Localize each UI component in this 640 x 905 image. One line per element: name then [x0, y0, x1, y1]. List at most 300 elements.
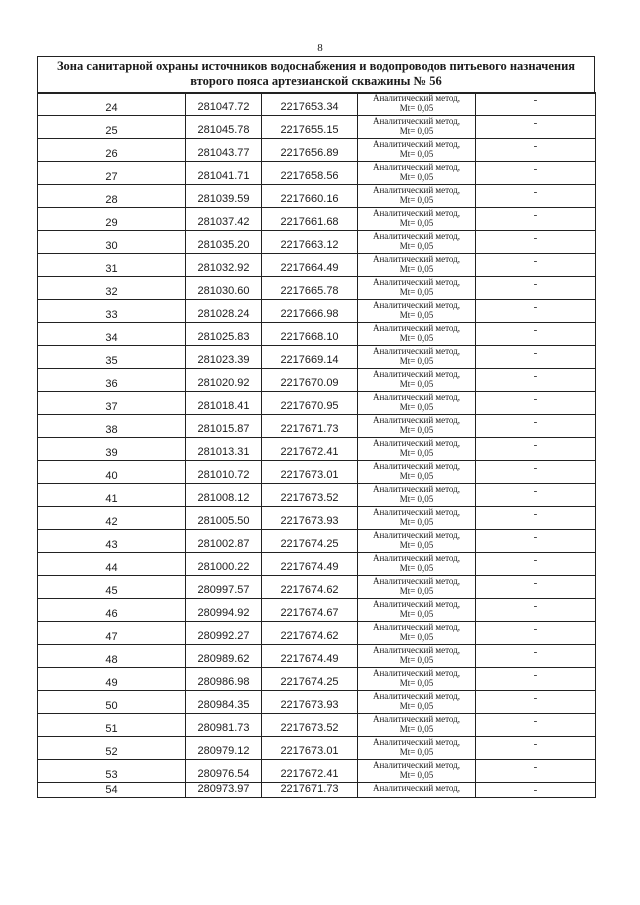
- x-coordinate: 281043.77: [197, 147, 250, 159]
- method-name: Аналитический метод,: [372, 576, 461, 586]
- method-cell: [358, 507, 476, 530]
- accuracy-cell: [476, 461, 596, 484]
- method-accuracy: Mt= 0,05: [399, 379, 434, 389]
- x-coordinate-cell: [186, 438, 262, 461]
- x-coordinate: 281032.92: [197, 262, 250, 274]
- table-row: [38, 208, 596, 231]
- x-coordinate: 281020.92: [197, 377, 250, 389]
- coordinates-table-body: [38, 93, 596, 798]
- y-coordinate: 2217673.93: [280, 699, 339, 711]
- point-number: 36: [105, 378, 118, 390]
- y-coordinate-cell: [262, 714, 358, 737]
- x-coordinate-cell: [186, 162, 262, 185]
- method-cell: [358, 668, 476, 691]
- method-accuracy: Mt= 0,05: [399, 241, 434, 251]
- method-name: Аналитический метод,: [372, 461, 461, 471]
- point-number: 49: [105, 677, 118, 689]
- x-coordinate-cell: [186, 576, 262, 599]
- method-name: Аналитический метод,: [372, 507, 461, 517]
- point-number-cell: [38, 185, 186, 208]
- x-coordinate: 280981.73: [197, 722, 250, 734]
- method-cell: [358, 93, 476, 116]
- y-coordinate: 2217670.95: [280, 400, 339, 412]
- point-number-cell: [38, 576, 186, 599]
- method-cell: [358, 185, 476, 208]
- x-coordinate: 280997.57: [197, 584, 250, 596]
- method-accuracy: Mt= 0,05: [399, 126, 434, 136]
- method-name: Аналитический метод,: [372, 277, 461, 287]
- accuracy-cell: [476, 530, 596, 553]
- y-coordinate: 2217674.25: [280, 676, 339, 688]
- point-number: 52: [105, 746, 118, 758]
- method-cell: [358, 622, 476, 645]
- method-cell: [358, 162, 476, 185]
- accuracy-cell: [476, 507, 596, 530]
- y-coordinate-cell: [262, 783, 358, 798]
- y-coordinate-cell: [262, 438, 358, 461]
- accuracy-value: -: [533, 761, 538, 773]
- x-coordinate: 281025.83: [197, 331, 250, 343]
- point-number-cell: [38, 139, 186, 162]
- method-accuracy: Mt= 0,05: [399, 632, 434, 642]
- y-coordinate: 2217672.41: [280, 768, 339, 780]
- method-cell: [358, 392, 476, 415]
- method-accuracy: Mt= 0,05: [399, 747, 434, 757]
- accuracy-cell: [476, 783, 596, 798]
- method-name: Аналитический метод,: [372, 208, 461, 218]
- method-accuracy: Mt= 0,05: [399, 149, 434, 159]
- method-cell: [358, 783, 476, 798]
- method-name: Аналитический метод,: [372, 760, 461, 770]
- table-row: [38, 300, 596, 323]
- accuracy-cell: [476, 691, 596, 714]
- x-coordinate: 280986.98: [197, 676, 250, 688]
- x-coordinate: 281008.12: [197, 492, 250, 504]
- point-number-cell: [38, 783, 186, 798]
- point-number-cell: [38, 553, 186, 576]
- point-number-cell: [38, 392, 186, 415]
- point-number: 37: [105, 401, 118, 413]
- y-coordinate: 2217673.52: [280, 492, 339, 504]
- x-coordinate-cell: [186, 415, 262, 438]
- method-accuracy: Mt= 0,05: [399, 218, 434, 228]
- accuracy-cell: [476, 185, 596, 208]
- x-coordinate-cell: [186, 323, 262, 346]
- method-name: Аналитический метод,: [372, 691, 461, 701]
- table-row: [38, 530, 596, 553]
- accuracy-value: -: [533, 784, 538, 796]
- y-coordinate: 2217666.98: [280, 308, 339, 320]
- y-coordinate-cell: [262, 691, 358, 714]
- point-number: 33: [105, 309, 118, 321]
- title-line-1: Зона санитарной охраны источников водоснабжения и водопроводов питьевого назначения: [56, 59, 576, 73]
- x-coordinate: 281035.20: [197, 239, 250, 251]
- point-number-cell: [38, 622, 186, 645]
- point-number-cell: [38, 93, 186, 116]
- x-coordinate-cell: [186, 783, 262, 798]
- method-cell: [358, 415, 476, 438]
- table-row: [38, 392, 596, 415]
- y-coordinate-cell: [262, 277, 358, 300]
- method-name: Аналитический метод,: [372, 231, 461, 241]
- method-cell: [358, 576, 476, 599]
- x-coordinate: 280984.35: [197, 699, 250, 711]
- point-number: 42: [105, 516, 118, 528]
- table-row: [38, 507, 596, 530]
- y-coordinate: 2217656.89: [280, 147, 339, 159]
- accuracy-cell: [476, 208, 596, 231]
- point-number-cell: [38, 254, 186, 277]
- method-accuracy: Mt= 0,05: [399, 103, 434, 113]
- method-accuracy: Mt= 0,05: [399, 701, 434, 711]
- x-coordinate-cell: [186, 208, 262, 231]
- accuracy-cell: [476, 415, 596, 438]
- accuracy-value: -: [533, 232, 538, 244]
- method-name: Аналитический метод,: [372, 599, 461, 609]
- x-coordinate: 281005.50: [197, 515, 250, 527]
- table-row: [38, 484, 596, 507]
- accuracy-value: -: [533, 623, 538, 635]
- y-coordinate-cell: [262, 760, 358, 783]
- accuracy-cell: [476, 346, 596, 369]
- y-coordinate: 2217664.49: [280, 262, 339, 274]
- accuracy-value: -: [533, 209, 538, 221]
- accuracy-cell: [476, 484, 596, 507]
- accuracy-cell: [476, 254, 596, 277]
- table-row: [38, 369, 596, 392]
- y-coordinate: 2217673.93: [280, 515, 339, 527]
- accuracy-cell: [476, 392, 596, 415]
- x-coordinate-cell: [186, 231, 262, 254]
- point-number: 25: [105, 125, 118, 137]
- table-row: [38, 346, 596, 369]
- method-name: Аналитический метод,: [372, 415, 461, 425]
- x-coordinate-cell: [186, 484, 262, 507]
- point-number: 35: [105, 355, 118, 367]
- table-row: [38, 93, 596, 116]
- accuracy-cell: [476, 438, 596, 461]
- table-row: [38, 277, 596, 300]
- method-accuracy: Mt= 0,05: [399, 425, 434, 435]
- point-number: 54: [105, 784, 118, 796]
- table-row: [38, 714, 596, 737]
- y-coordinate-cell: [262, 461, 358, 484]
- accuracy-value: -: [533, 715, 538, 727]
- y-coordinate-cell: [262, 622, 358, 645]
- method-accuracy: Mt= 0,05: [399, 655, 434, 665]
- y-coordinate: 2217660.16: [280, 193, 339, 205]
- point-number-cell: [38, 714, 186, 737]
- method-cell: [358, 461, 476, 484]
- y-coordinate-cell: [262, 392, 358, 415]
- x-coordinate: 281010.72: [197, 469, 250, 481]
- y-coordinate: 2217671.73: [280, 423, 339, 435]
- y-coordinate: 2217674.49: [280, 653, 339, 665]
- method-cell: [358, 714, 476, 737]
- x-coordinate-cell: [186, 139, 262, 162]
- accuracy-value: -: [533, 508, 538, 520]
- method-cell: [358, 116, 476, 139]
- accuracy-value: -: [533, 370, 538, 382]
- x-coordinate-cell: [186, 622, 262, 645]
- method-cell: [358, 484, 476, 507]
- accuracy-cell: [476, 93, 596, 116]
- accuracy-cell: [476, 622, 596, 645]
- accuracy-value: -: [533, 577, 538, 589]
- accuracy-value: -: [533, 554, 538, 566]
- point-number-cell: [38, 737, 186, 760]
- accuracy-value: -: [533, 278, 538, 290]
- x-coordinate: 280992.27: [197, 630, 250, 642]
- method-name: Аналитический метод,: [372, 185, 461, 195]
- y-coordinate-cell: [262, 300, 358, 323]
- method-cell: [358, 645, 476, 668]
- method-accuracy: Mt= 0,05: [399, 609, 434, 619]
- accuracy-cell: [476, 139, 596, 162]
- y-coordinate-cell: [262, 737, 358, 760]
- point-number: 48: [105, 654, 118, 666]
- point-number-cell: [38, 461, 186, 484]
- y-coordinate-cell: [262, 668, 358, 691]
- method-name: Аналитический метод,: [372, 93, 461, 103]
- x-coordinate: 280994.92: [197, 607, 250, 619]
- point-number: 29: [105, 217, 118, 229]
- x-coordinate: 280989.62: [197, 653, 250, 665]
- point-number: 38: [105, 424, 118, 436]
- point-number: 47: [105, 631, 118, 643]
- table-row: [38, 162, 596, 185]
- method-cell: [358, 208, 476, 231]
- table-row: [38, 576, 596, 599]
- x-coordinate: 280976.54: [197, 768, 250, 780]
- accuracy-value: -: [533, 186, 538, 198]
- point-number: 28: [105, 194, 118, 206]
- accuracy-value: -: [533, 669, 538, 681]
- y-coordinate-cell: [262, 346, 358, 369]
- y-coordinate: 2217663.12: [280, 239, 339, 251]
- method-accuracy: Mt= 0,05: [399, 724, 434, 734]
- y-coordinate: 2217674.25: [280, 538, 339, 550]
- x-coordinate-cell: [186, 185, 262, 208]
- method-name: Аналитический метод,: [372, 392, 461, 402]
- method-name: Аналитический метод,: [372, 254, 461, 264]
- table-row: [38, 668, 596, 691]
- method-name: Аналитический метод,: [372, 737, 461, 747]
- method-accuracy: Mt= 0,05: [399, 448, 434, 458]
- point-number: 27: [105, 171, 118, 183]
- method-name: Аналитический метод,: [372, 323, 461, 333]
- x-coordinate: 281013.31: [197, 446, 250, 458]
- accuracy-value: -: [533, 324, 538, 336]
- accuracy-value: -: [533, 301, 538, 313]
- table-row: [38, 415, 596, 438]
- point-number-cell: [38, 438, 186, 461]
- table-row: [38, 737, 596, 760]
- method-accuracy: Mt= 0,05: [399, 195, 434, 205]
- method-accuracy: Mt= 0,05: [399, 770, 434, 780]
- method-accuracy: Mt= 0,05: [399, 678, 434, 688]
- accuracy-value: -: [533, 692, 538, 704]
- method-cell: [358, 691, 476, 714]
- x-coordinate: 281018.41: [197, 400, 250, 412]
- accuracy-value: -: [533, 531, 538, 543]
- x-coordinate: 281015.87: [197, 423, 250, 435]
- method-name: Аналитический метод,: [372, 139, 461, 149]
- method-name: Аналитический метод,: [372, 438, 461, 448]
- accuracy-value: -: [533, 416, 538, 428]
- accuracy-cell: [476, 323, 596, 346]
- accuracy-value: -: [533, 347, 538, 359]
- accuracy-value: -: [533, 738, 538, 750]
- accuracy-cell: [476, 714, 596, 737]
- accuracy-value: -: [533, 163, 538, 175]
- y-coordinate-cell: [262, 162, 358, 185]
- table-row: [38, 254, 596, 277]
- point-number-cell: [38, 323, 186, 346]
- accuracy-cell: [476, 645, 596, 668]
- y-coordinate-cell: [262, 530, 358, 553]
- y-coordinate: 2217674.67: [280, 607, 339, 619]
- table-row: [38, 231, 596, 254]
- y-coordinate-cell: [262, 484, 358, 507]
- x-coordinate-cell: [186, 714, 262, 737]
- x-coordinate-cell: [186, 116, 262, 139]
- x-coordinate: 281041.71: [197, 170, 250, 182]
- point-number-cell: [38, 691, 186, 714]
- y-coordinate-cell: [262, 553, 358, 576]
- method-cell: [358, 254, 476, 277]
- method-name: Аналитический метод,: [372, 553, 461, 563]
- accuracy-value: -: [533, 393, 538, 405]
- method-name: Аналитический метод,: [372, 484, 461, 494]
- point-number: 43: [105, 539, 118, 551]
- point-number-cell: [38, 208, 186, 231]
- table-row: [38, 645, 596, 668]
- method-accuracy: Mt= 0,05: [399, 333, 434, 343]
- method-accuracy: Mt= 0,05: [399, 172, 434, 182]
- method-name: Аналитический метод,: [372, 530, 461, 540]
- accuracy-value: -: [533, 646, 538, 658]
- y-coordinate: 2217653.34: [280, 101, 339, 113]
- table-row: [38, 622, 596, 645]
- accuracy-value: -: [533, 94, 538, 106]
- x-coordinate-cell: [186, 369, 262, 392]
- accuracy-cell: [476, 760, 596, 783]
- method-cell: [358, 737, 476, 760]
- accuracy-cell: [476, 162, 596, 185]
- method-name: Аналитический метод,: [372, 668, 461, 678]
- x-coordinate-cell: [186, 691, 262, 714]
- accuracy-cell: [476, 737, 596, 760]
- method-cell: [358, 323, 476, 346]
- y-coordinate: 2217671.73: [280, 783, 339, 795]
- y-coordinate: 2217668.10: [280, 331, 339, 343]
- y-coordinate-cell: [262, 369, 358, 392]
- accuracy-cell: [476, 576, 596, 599]
- x-coordinate: 281030.60: [197, 285, 250, 297]
- point-number-cell: [38, 668, 186, 691]
- point-number: 45: [105, 585, 118, 597]
- x-coordinate-cell: [186, 300, 262, 323]
- accuracy-value: -: [533, 140, 538, 152]
- y-coordinate: 2217670.09: [280, 377, 339, 389]
- point-number: 53: [105, 769, 118, 781]
- y-coordinate-cell: [262, 323, 358, 346]
- point-number-cell: [38, 645, 186, 668]
- y-coordinate-cell: [262, 576, 358, 599]
- method-cell: [358, 530, 476, 553]
- point-number: 41: [105, 493, 118, 505]
- point-number: 44: [105, 562, 118, 574]
- y-coordinate: 2217674.62: [280, 630, 339, 642]
- point-number-cell: [38, 346, 186, 369]
- x-coordinate-cell: [186, 392, 262, 415]
- x-coordinate: 281037.42: [197, 216, 250, 228]
- x-coordinate-cell: [186, 346, 262, 369]
- accuracy-cell: [476, 277, 596, 300]
- accuracy-value: -: [533, 600, 538, 612]
- point-number: 31: [105, 263, 118, 275]
- y-coordinate-cell: [262, 415, 358, 438]
- table-row: [38, 553, 596, 576]
- method-name: Аналитический метод,: [372, 162, 461, 172]
- method-cell: [358, 438, 476, 461]
- table-row: [38, 691, 596, 714]
- x-coordinate-cell: [186, 461, 262, 484]
- table-row: [38, 461, 596, 484]
- method-accuracy: Mt= 0,05: [399, 517, 434, 527]
- accuracy-cell: [476, 369, 596, 392]
- y-coordinate-cell: [262, 116, 358, 139]
- point-number-cell: [38, 507, 186, 530]
- accuracy-value: -: [533, 117, 538, 129]
- method-accuracy: Mt= 0,05: [399, 540, 434, 550]
- y-coordinate-cell: [262, 208, 358, 231]
- accuracy-cell: [476, 300, 596, 323]
- point-number-cell: [38, 599, 186, 622]
- method-accuracy: Mt= 0,05: [399, 356, 434, 366]
- y-coordinate: 2217673.01: [280, 469, 339, 481]
- y-coordinate-cell: [262, 139, 358, 162]
- accuracy-value: -: [533, 462, 538, 474]
- point-number-cell: [38, 760, 186, 783]
- y-coordinate: 2217674.49: [280, 561, 339, 573]
- x-coordinate-cell: [186, 645, 262, 668]
- method-name: Аналитический метод,: [372, 783, 461, 793]
- method-cell: [358, 369, 476, 392]
- method-name: Аналитический метод,: [372, 116, 461, 126]
- accuracy-cell: [476, 668, 596, 691]
- y-coordinate-cell: [262, 507, 358, 530]
- point-number: 50: [105, 700, 118, 712]
- method-accuracy: Mt= 0,05: [399, 287, 434, 297]
- x-coordinate-cell: [186, 93, 262, 116]
- method-accuracy: Mt= 0,05: [399, 471, 434, 481]
- point-number-cell: [38, 277, 186, 300]
- y-coordinate: 2217655.15: [280, 124, 339, 136]
- point-number: 32: [105, 286, 118, 298]
- y-coordinate: 2217661.68: [280, 216, 339, 228]
- y-coordinate: 2217674.62: [280, 584, 339, 596]
- point-number-cell: [38, 415, 186, 438]
- method-cell: [358, 760, 476, 783]
- table-row: [38, 116, 596, 139]
- point-number-cell: [38, 369, 186, 392]
- method-accuracy: Mt= 0,05: [399, 494, 434, 504]
- table-row: [38, 438, 596, 461]
- y-coordinate: 2217673.52: [280, 722, 339, 734]
- x-coordinate-cell: [186, 530, 262, 553]
